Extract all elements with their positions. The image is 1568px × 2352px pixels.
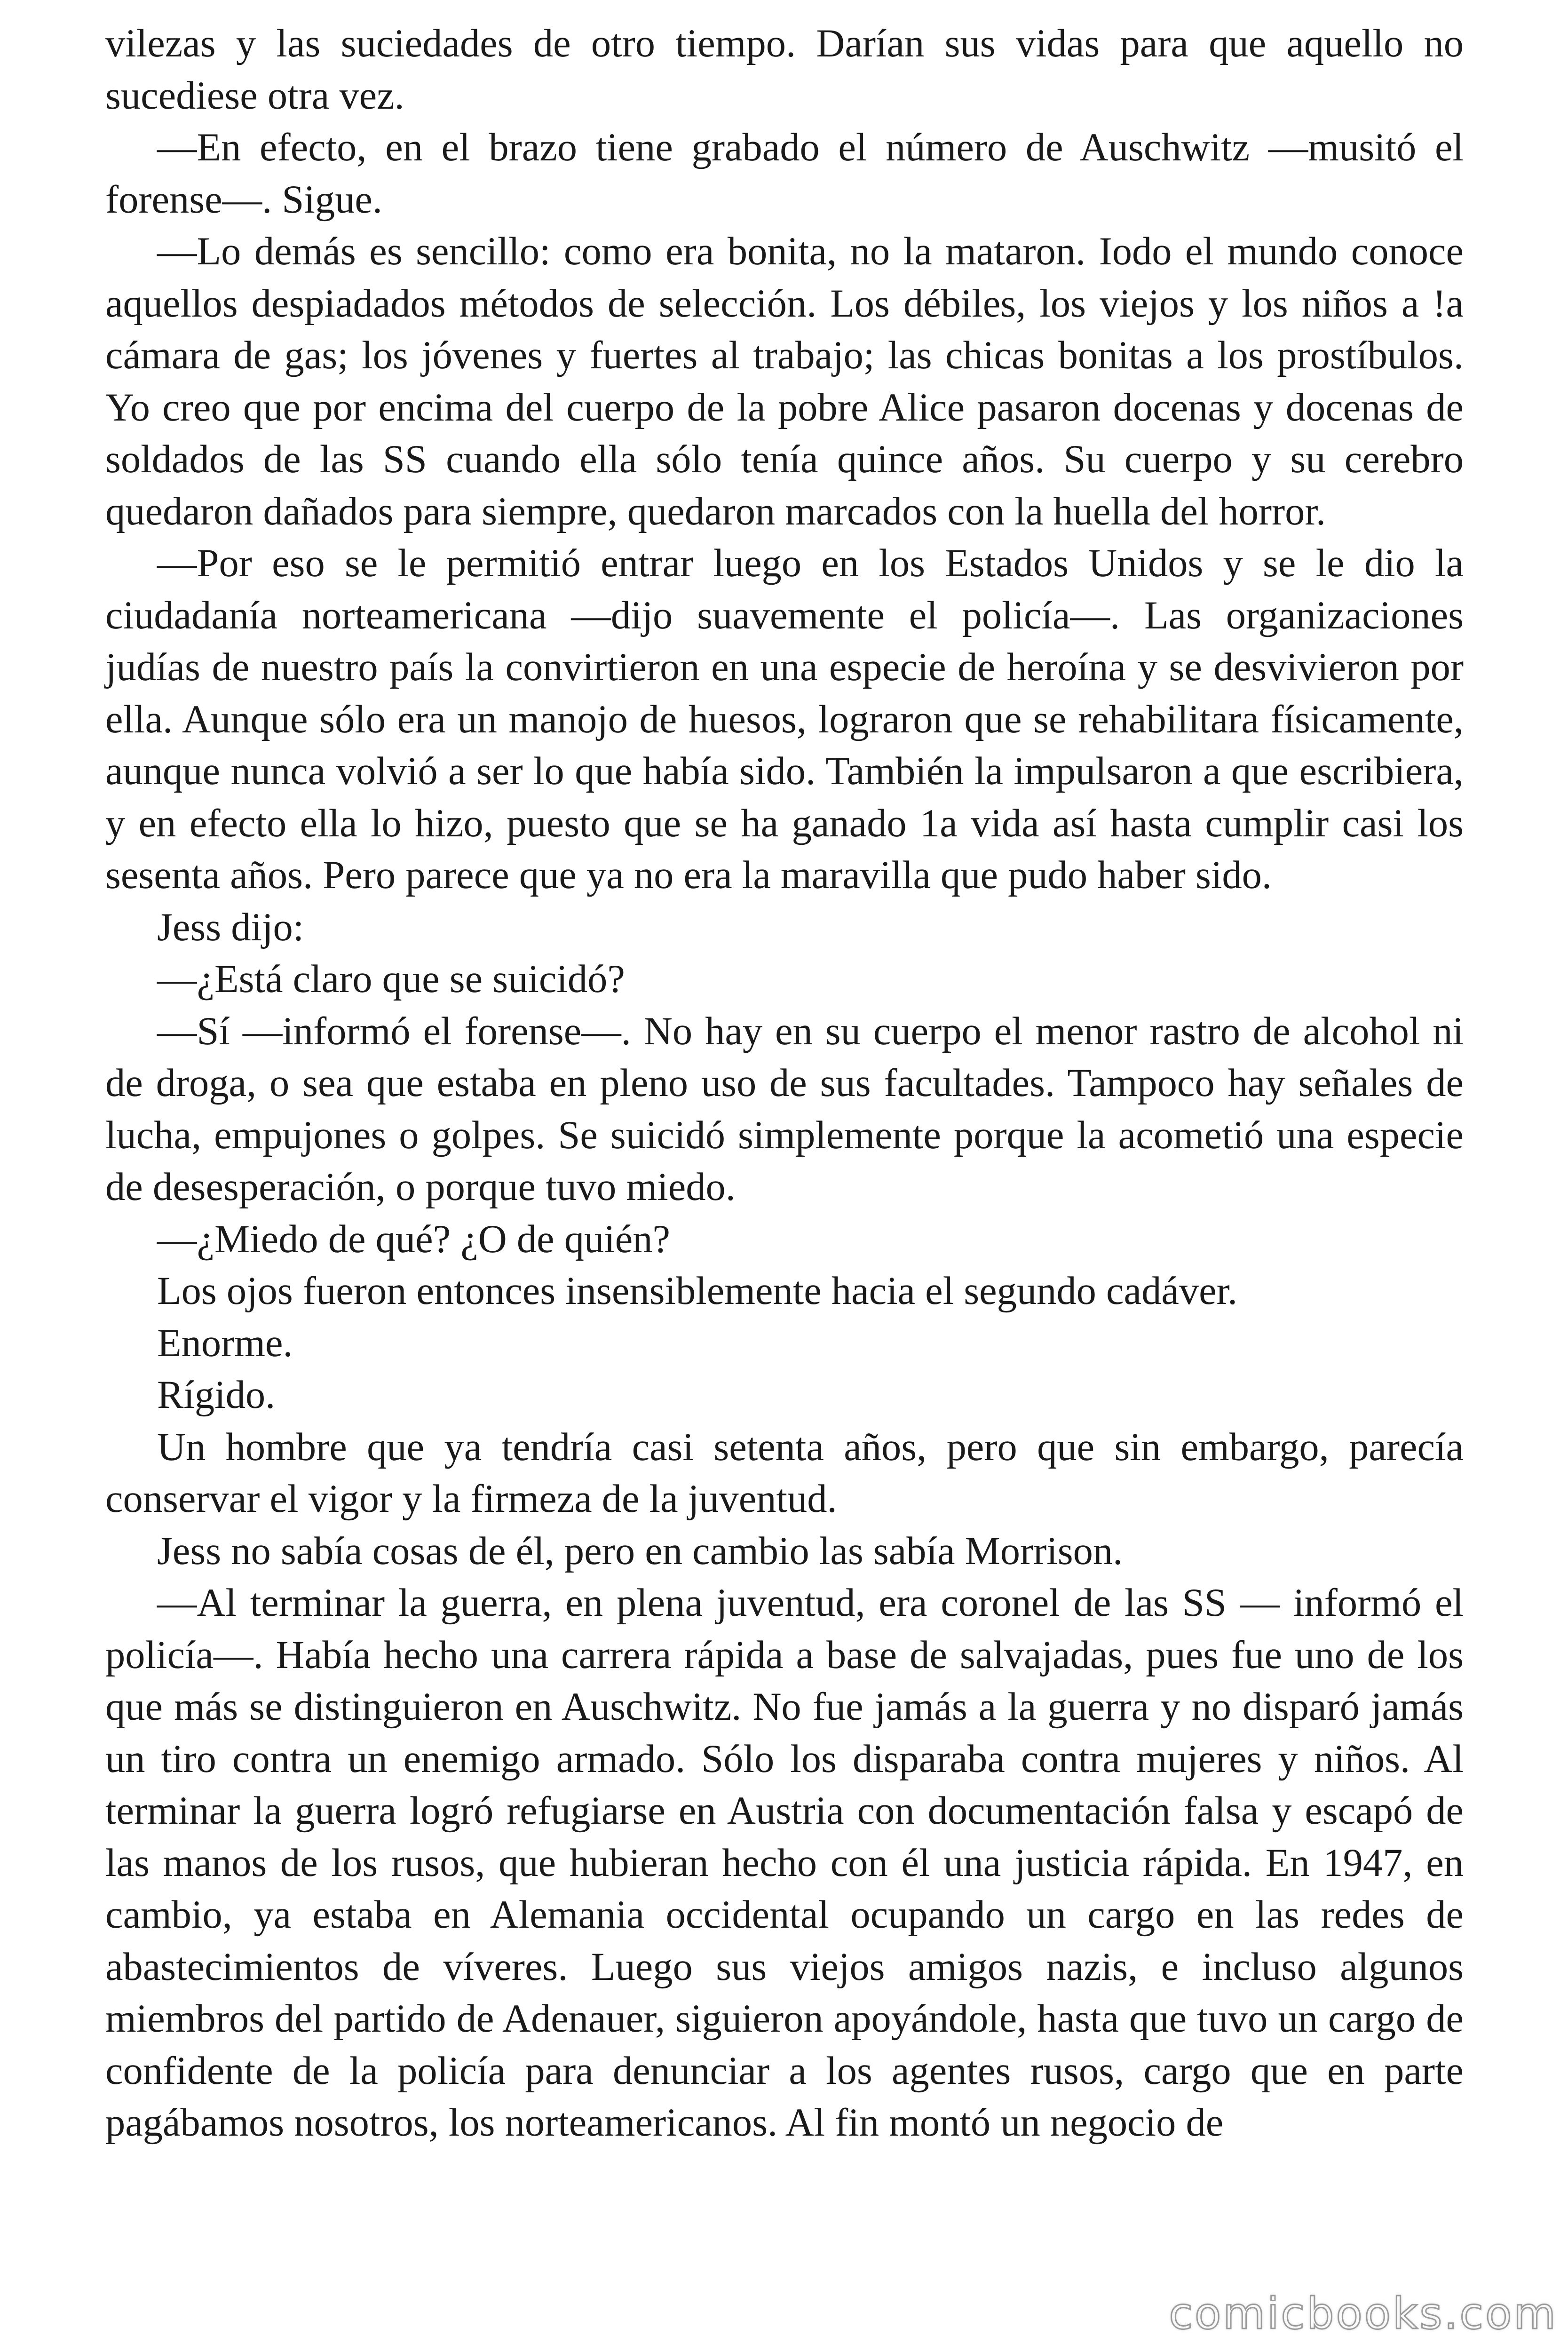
paragraph: Rígido. bbox=[157, 1373, 276, 1417]
paragraph: Jess no sabía cosas de él, pero en cambio las sabía Morrison. bbox=[157, 1529, 1123, 1573]
paragraph: —En efecto, en el brazo tiene grabado el número de Auschwitz —musitó el forense—. Sigue. bbox=[105, 126, 1464, 222]
paragraph: —Lo demás es sencillo: como era bonita, no la mataron. Iodo el mundo conoce aquellos despiadados métodos de selección. Los débiles, los viejos y los niños a !a cámara de gas; los jóvenes y fuertes al trabajo; las chicas bonitas a los prostíbulos. Yo creo que por encima del cuerpo de la pobre Alice pasaron docenas y docenas de soldados de las SS cuando ella sólo tenía quince años. Su cuerpo y su cerebro quedaron dañados para siempre, quedaron marcados con la huella del horror. bbox=[105, 230, 1464, 533]
paragraph: Enorme. bbox=[157, 1321, 293, 1365]
paragraph: —Por eso se le permitió entrar luego en los Estados Unidos y se le dio la ciudadanía norteamericana —dijo suavemente el policía—. Las organizaciones judías de nuestro país la convirtieron en una especie de heroína y se desvivieron por ella. Aunque sólo era un manojo de huesos, lograron que se rehabilitara físicamente, aunque nunca volvió a ser lo que había sido. También la impulsaron a que escribiera, y en efecto ella lo hizo, puesto que se ha ganado 1a vida así hasta cumplir casi los sesenta años. Pero parece que ya no era la maravilla que pudo haber sido. bbox=[105, 541, 1464, 897]
paragraph: vilezas y las suciedades de otro tiempo. Darían sus vidas para que aquello no sucediese otra vez. bbox=[105, 22, 1464, 118]
page-body bbox=[105, 18, 1464, 2149]
paragraph: —¿Miedo de qué? ¿O de quién? bbox=[157, 1217, 671, 1261]
paragraph: Un hombre que ya tendría casi setenta años, pero que sin embargo, parecía conservar el vigor y la firmeza de la juventud. bbox=[105, 1425, 1464, 1521]
paragraph: Jess dijo: bbox=[157, 905, 304, 949]
paragraph: —¿Está claro que se suicidó? bbox=[157, 957, 625, 1001]
paragraph: —Al terminar la guerra, en plena juventud, era coronel de las SS — informó el policía—. Había hecho una carrera rápida a base de salvajadas, pues fue uno de los que más se distinguieron en Auschwitz. No fue jamás a la guerra y no disparó jamás un tiro contra un enemigo armado. Sólo los disparaba contra mujeres y niños. Al terminar la guerra logró refugiarse en Austria con documentación falsa y escapó de las manos de los rusos, que hubieran hecho con él una justicia rápida. En 1947, en cambio, ya estaba en Alemania occidental ocupando un cargo en las redes de abastecimientos de víveres. Luego sus viejos amigos nazis, e incluso algunos miembros del partido de Adenauer, siguieron apoyándole, hasta que tuvo un cargo de confidente de la policía para denunciar a los agentes rusos, cargo que en parte pagábamos nosotros, los norteamericanos. Al fin montó un negocio de bbox=[105, 1581, 1464, 2145]
watermark: comicbooks.com bbox=[1169, 2288, 1558, 2339]
paragraph: Los ojos fueron entonces insensiblemente hacia el segundo cadáver. bbox=[157, 1269, 1238, 1313]
paragraph: —Sí —informó el forense—. No hay en su cuerpo el menor rastro de alcohol ni de droga, o sea que estaba en pleno uso de sus facultades. Tampoco hay señales de lucha, empujones o golpes. Se suicidó simplemente porque la acometió una especie de desesperación, o porque tuvo miedo. bbox=[105, 1009, 1464, 1209]
